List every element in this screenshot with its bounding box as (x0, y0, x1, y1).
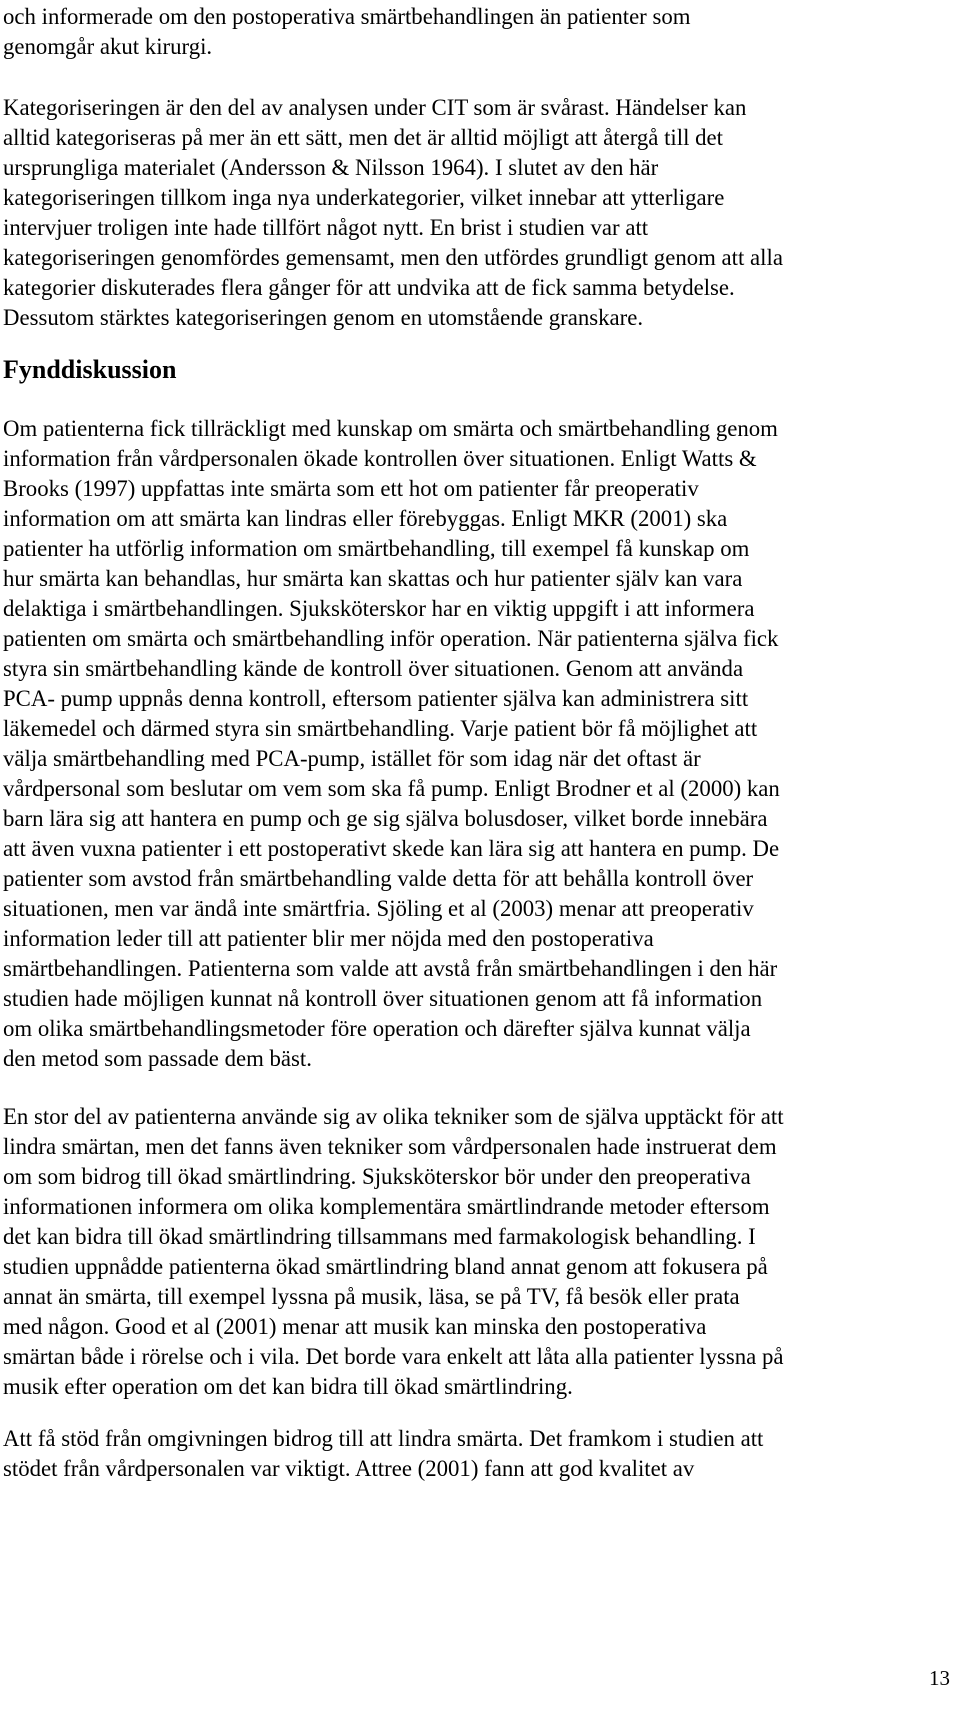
paragraph-findings-discussion: Om patienterna fick tillräckligt med kunskap om smärta och smärtbehandling genom information från vårdpersonalen ökade kontrollen över situationen. Enligt Watts & Brooks (1997) uppfattas inte smärta som ett hot om patienter får preoperativ information om att smärta kan lindras eller förebyggas. Enligt MKR (2001) ska patienter ha utförlig information om smärtbehandling, till exempel få kunskap om hur smärta kan behandlas, hur smärta kan skattas och hur patienter själv kan vara delaktiga i smärtbehandlingen. Sjuksköterskor har en viktig uppgift i att informera patienten om smärta och smärtbehandling inför operation. När patienterna själva fick styra sin smärtbehandling kände de kontroll över situationen. Genom att använda PCA- pump uppnås denna kontroll, eftersom patienter själva kan administrera sitt läkemedel och därmed styra sin smärtbehandling. Varje patient bör få möjlighet att välja smärtbehandling med PCA-pump, istället för som idag när det oftast är vårdpersonal som beslutar om vem som ska få pump. Enligt Brodner et al (2000) kan barn lära sig att hantera en pump och ge sig själva bolusdoser, vilket borde innebära att även vuxna patienter i ett postoperativt skede kan lära sig att hantera en pump. De patienter som avstod från smärtbehandling valde detta för att behålla kontroll över situationen, men var ändå inte smärtfria. Sjöling et al (2003) menar att preoperativ information leder till att patienter blir mer nöjda med den postoperativa smärtbehandlingen. Patienterna som valde att avstå från smärtbehandlingen i den här studien hade möjligen kunnat nå kontroll över situationen genom att få information om olika smärtbehandlingsmetoder före operation och därefter själva kunnat välja den metod som passade dem bäst. (3, 416, 780, 1071)
paragraph-pain-techniques: En stor del av patienterna använde sig av olika tekniker som de själva upptäckt för att lindra smärtan, men det fanns även tekniker som vårdpersonalen hade instruerat dem om som bidrog till ökad smärtlindring. Sjuksköterskor bör under den preoperativa informationen informera om olika komplementära smärtlindrande metoder eftersom det kan bidra till ökad smärtlindring tillsammans med farmakologisk behandling. I studien uppnådde patienterna ökad smärtlindring bland annat genom att fokusera på annat än smärta, till exempel lyssna på musik, läsa, se på TV, få besök eller prata med någon. Good et al (2001) menar att musik kan minska den postoperativa smärtan både i rörelse och i vila. Det borde vara enkelt att låta alla patienter lyssna på musik efter operation om det kan bidra till ökad smärtlindring. (3, 1104, 784, 1399)
paragraph-continuation: och informerade om den postoperativa smärtbehandlingen än patienter som genomgår akut kirurgi. (3, 4, 691, 59)
paragraph-support: Att få stöd från omgivningen bidrog till att lindra smärta. Det framkom i studien att stödet från vårdpersonalen var viktigt. Attree (2001) fann att god kvalitet av (3, 1426, 764, 1481)
page-number: 13 (929, 1666, 950, 1690)
section-heading: Fynddiskussion (3, 355, 177, 384)
paragraph-categorization: Kategoriseringen är den del av analysen under CIT som är svårast. Händelser kan alltid kategoriseras på mer än ett sätt, men det är alltid möjligt att återgå till det ursprungliga materialet (Andersson & Nilsson 1964). I slutet av den här kategoriseringen tillkom inga nya underkategorier, vilket innebar att ytterligare intervjuer troligen inte hade tillfört något nytt. En brist i studien var att kategoriseringen genomfördes gemensamt, men den utfördes grundligt genom att alla kategorier diskuterades flera gånger för att undvika att de fick samma betydelse. Dessutom stärktes kategoriseringen genom en utomstående granskare. (3, 95, 783, 330)
